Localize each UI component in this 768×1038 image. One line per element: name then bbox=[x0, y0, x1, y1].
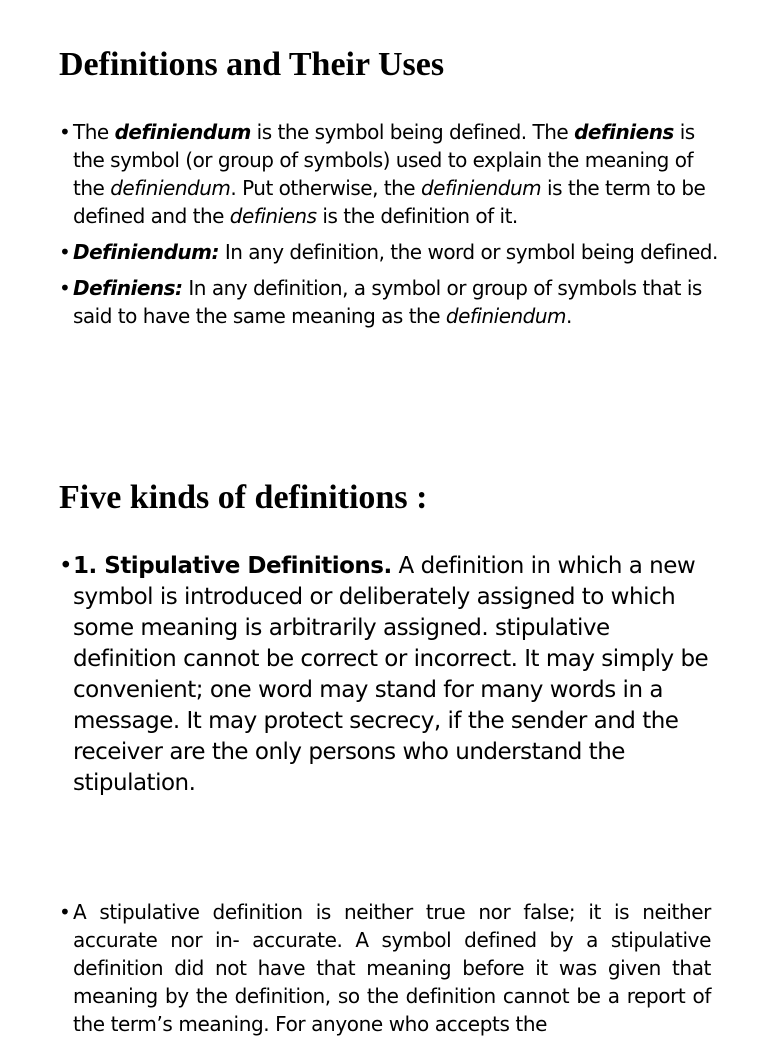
bullet-dot-icon: • bbox=[59, 553, 73, 579]
bullet-dot-icon: • bbox=[59, 900, 71, 924]
bullet-item bbox=[59, 274, 719, 330]
bullet-text-run: . bbox=[566, 304, 572, 328]
bullet-text-run: . Put otherwise, the bbox=[230, 176, 421, 200]
bullet-text-run: Definiendum: bbox=[73, 240, 220, 264]
bullet-text-run: 1. Stipulative Definitions. bbox=[73, 553, 392, 579]
bullet-item bbox=[59, 118, 719, 230]
bullet-item bbox=[59, 551, 709, 799]
bullet-list bbox=[59, 118, 719, 338]
bullet-text-run: A definition in which a new symbol is introduced or deliberately assigned to which some meaning is arbitrarily assigned. stipulative definition cannot be correct or incorrect. It may simply be convenient; one word may stand for many words in a message. It may protect secrecy, if the sender and the receiver are the only persons who understand the stipulation. bbox=[73, 553, 709, 796]
slide-title: Definitions and Their Uses bbox=[59, 46, 445, 83]
bullet-dot-icon: • bbox=[59, 276, 71, 300]
bullet-list bbox=[59, 551, 709, 799]
slide-title: Five kinds of definitions : bbox=[59, 479, 428, 516]
bullet-text-run: is the term to be defined and the bbox=[73, 176, 706, 228]
bullet-text-run: Definiens: bbox=[73, 276, 183, 300]
bullet-text-run: The bbox=[73, 120, 115, 144]
bullet-list bbox=[59, 898, 711, 1038]
bullet-text-run: definiendum bbox=[445, 304, 567, 328]
bullet-item bbox=[59, 238, 719, 266]
bullet-text-run: definiendum bbox=[420, 176, 542, 200]
bullet-text-run: is the symbol being defined. The bbox=[250, 120, 575, 144]
bullet-text-run: is the symbol (or group of symbols) used to explain the meaning of the bbox=[73, 120, 695, 200]
bullet-text-run: is the definition of it. bbox=[316, 204, 518, 228]
bullet-item bbox=[59, 898, 711, 1038]
bullet-dot-icon: • bbox=[59, 240, 71, 264]
bullet-text-run: In any definition, the word or symbol being defined. bbox=[219, 240, 718, 264]
bullet-text-run: definiendum bbox=[110, 176, 231, 200]
bullet-text-run: definiens bbox=[229, 204, 317, 228]
bullet-text-run: A stipulative definition is neither true nor false; it is neither accurate nor in- accurate. A symbol defined by a stipulative definition did not have that meaning before it was given that meaning by the definition, so the definition cannot be a report of the term’s meaning. For anyone who accepts the bbox=[73, 900, 711, 1036]
bullet-text-run: definiendum bbox=[114, 120, 251, 144]
bullet-text-run: definiens bbox=[574, 120, 674, 144]
bullet-dot-icon: • bbox=[59, 120, 71, 144]
bullet-text-run: In any definition, a symbol or group of symbols that is said to have the same meaning as the bbox=[73, 276, 702, 328]
